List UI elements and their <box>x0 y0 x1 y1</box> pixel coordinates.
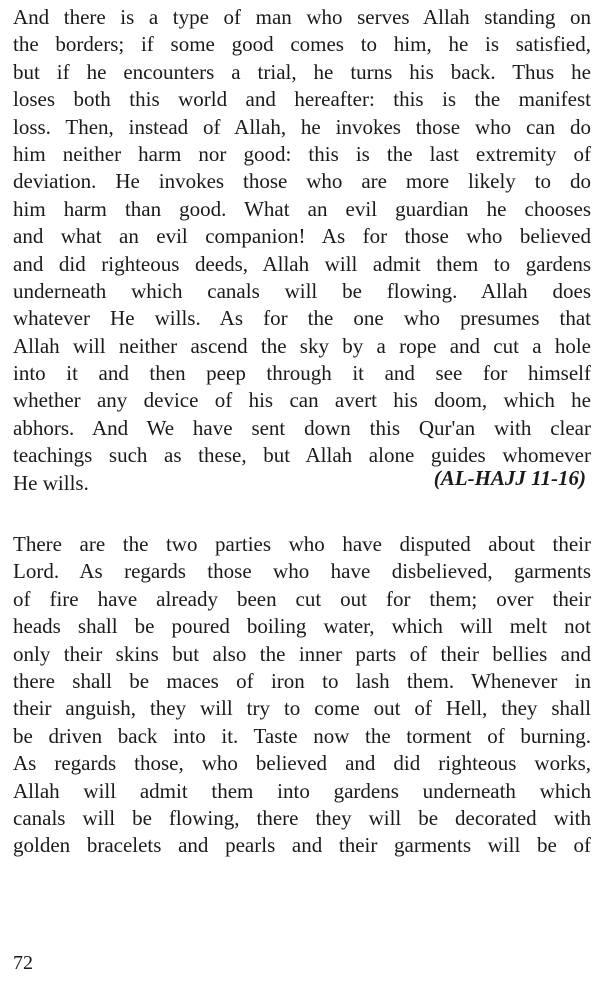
text-line: there shall be maces of iron to lash them. Whenever in <box>13 668 591 693</box>
text-line: into it and then peep through it and see for himself <box>13 361 591 386</box>
text-line: of fire have already been cut out for them; over their <box>13 586 591 611</box>
text-line: only their skins but also the inner parts of their bellies and <box>13 641 591 666</box>
text-line: and what an evil companion! As for those who believed <box>13 224 591 249</box>
text-line: And there is a type of man who serves Allah standing on <box>13 5 591 29</box>
text-line: be driven back into it. Taste now the torment of burning. <box>13 723 591 748</box>
text-line: deviation. He invokes those who are more likely to do <box>13 169 591 194</box>
text-line: the borders; if some good comes to him, he is satisfied, <box>13 32 591 57</box>
text-line: Lord. As regards those who have disbelieved, garments <box>13 559 591 584</box>
text-line: whether any device of his can avert his doom, which he <box>13 388 591 413</box>
text-line: There are the two parties who have disputed about their <box>13 532 591 556</box>
text-line: but if he encounters a trial, he turns his back. Thus he <box>13 59 591 84</box>
paragraph-1 <box>13 4 591 497</box>
text-line: him harm than good. What an evil guardian he chooses <box>13 196 591 221</box>
text-line: Allah will neither ascend the sky by a rope and cut a hole <box>13 333 591 358</box>
text-line: canals will be flowing, there they will be decorated with <box>13 805 591 830</box>
text-line: loss. Then, instead of Allah, he invokes those who can do <box>13 114 591 139</box>
text-line: whatever He wills. As for the one who presumes that <box>13 306 591 331</box>
text-line: teachings such as these, but Allah alone guides whomever <box>13 443 591 468</box>
page-number: 72 <box>13 952 33 974</box>
verse-reference: (AL-HAJJ 11-16) <box>433 466 586 490</box>
text-line: underneath which canals will be flowing. Allah does <box>13 278 591 303</box>
text-line: abhors. And We have sent down this Qur'an with clear <box>13 415 591 440</box>
text-line: their anguish, they will try to come out of Hell, they shall <box>13 696 591 721</box>
text-line: He wills. <box>13 470 89 495</box>
text-line: him neither harm nor good: this is the last extremity of <box>13 141 591 166</box>
paragraph-2 <box>13 531 591 860</box>
text-line: loses both this world and hereafter: this is the manifest <box>13 87 591 112</box>
text-line: and did righteous deeds, Allah will admit them to gardens <box>13 251 591 276</box>
text-line: Allah will admit them into gardens underneath which <box>13 778 591 803</box>
text-line: heads shall be poured boiling water, which will melt not <box>13 614 591 639</box>
text-line: As regards those, who believed and did righteous works, <box>13 751 591 776</box>
text-line: golden bracelets and pearls and their garments will be of <box>13 833 591 858</box>
